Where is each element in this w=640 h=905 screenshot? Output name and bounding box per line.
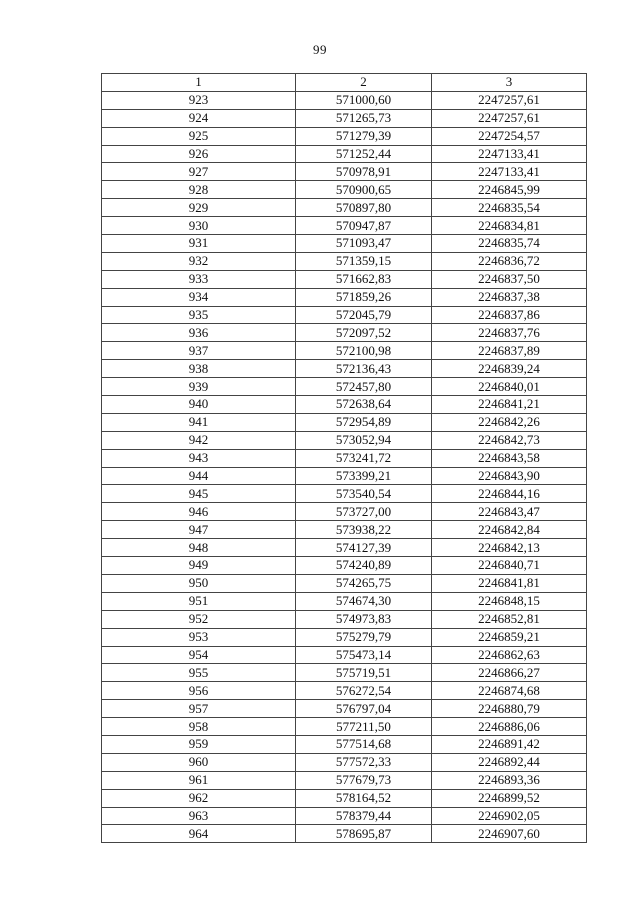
point-number-cell: 937 [102, 342, 296, 360]
point-number-cell: 942 [102, 431, 296, 449]
x-coordinate-cell: 575719,51 [296, 664, 432, 682]
table-row [102, 288, 587, 306]
table-row [102, 610, 587, 628]
x-coordinate-cell: 570947,87 [296, 217, 432, 235]
x-coordinate-cell: 574265,75 [296, 574, 432, 592]
y-coordinate-cell: 2246835,74 [432, 235, 587, 253]
y-coordinate-cell: 2247257,61 [432, 91, 587, 109]
y-coordinate-cell: 2246843,47 [432, 503, 587, 521]
x-coordinate-cell: 575279,79 [296, 628, 432, 646]
point-number-cell: 946 [102, 503, 296, 521]
y-coordinate-cell: 2247133,41 [432, 163, 587, 181]
point-number-cell: 952 [102, 610, 296, 628]
table-row [102, 127, 587, 145]
table-row [102, 574, 587, 592]
column-header-1: 1 [102, 74, 296, 92]
y-coordinate-cell: 2246886,06 [432, 718, 587, 736]
point-number-cell: 949 [102, 557, 296, 575]
y-coordinate-cell: 2246892,44 [432, 753, 587, 771]
table-row [102, 807, 587, 825]
y-coordinate-cell: 2246839,24 [432, 360, 587, 378]
y-coordinate-cell: 2246874,68 [432, 682, 587, 700]
table-row [102, 217, 587, 235]
table-row [102, 378, 587, 396]
y-coordinate-cell: 2246837,89 [432, 342, 587, 360]
point-number-cell: 929 [102, 199, 296, 217]
x-coordinate-cell: 573938,22 [296, 521, 432, 539]
x-coordinate-cell: 571265,73 [296, 109, 432, 127]
x-coordinate-cell: 572638,64 [296, 396, 432, 414]
y-coordinate-cell: 2246845,99 [432, 181, 587, 199]
x-coordinate-cell: 573399,21 [296, 467, 432, 485]
point-number-cell: 961 [102, 771, 296, 789]
x-coordinate-cell: 572457,80 [296, 378, 432, 396]
y-coordinate-cell: 2246836,72 [432, 252, 587, 270]
table-row [102, 413, 587, 431]
x-coordinate-cell: 572100,98 [296, 342, 432, 360]
y-coordinate-cell: 2246866,27 [432, 664, 587, 682]
y-coordinate-cell: 2246880,79 [432, 700, 587, 718]
table-row [102, 324, 587, 342]
x-coordinate-cell: 572097,52 [296, 324, 432, 342]
table-row [102, 521, 587, 539]
point-number-cell: 947 [102, 521, 296, 539]
x-coordinate-cell: 578379,44 [296, 807, 432, 825]
y-coordinate-cell: 2246907,60 [432, 825, 587, 843]
point-number-cell: 954 [102, 646, 296, 664]
y-coordinate-cell: 2246893,36 [432, 771, 587, 789]
x-coordinate-cell: 573540,54 [296, 485, 432, 503]
point-number-cell: 951 [102, 592, 296, 610]
table-row [102, 360, 587, 378]
x-coordinate-cell: 576797,04 [296, 700, 432, 718]
y-coordinate-cell: 2246859,21 [432, 628, 587, 646]
x-coordinate-cell: 573727,00 [296, 503, 432, 521]
table-row [102, 431, 587, 449]
y-coordinate-cell: 2246842,13 [432, 539, 587, 557]
table-row [102, 503, 587, 521]
table-row [102, 485, 587, 503]
table-row [102, 646, 587, 664]
x-coordinate-cell: 571359,15 [296, 252, 432, 270]
y-coordinate-cell: 2247254,57 [432, 127, 587, 145]
point-number-cell: 926 [102, 145, 296, 163]
point-number-cell: 944 [102, 467, 296, 485]
y-coordinate-cell: 2246837,76 [432, 324, 587, 342]
point-number-cell: 940 [102, 396, 296, 414]
y-coordinate-cell: 2246837,86 [432, 306, 587, 324]
table-row [102, 753, 587, 771]
table-row [102, 109, 587, 127]
y-coordinate-cell: 2246862,63 [432, 646, 587, 664]
table-row [102, 539, 587, 557]
y-coordinate-cell: 2247257,61 [432, 109, 587, 127]
point-number-cell: 939 [102, 378, 296, 396]
point-number-cell: 963 [102, 807, 296, 825]
point-number-cell: 931 [102, 235, 296, 253]
table-row [102, 91, 587, 109]
table-row [102, 252, 587, 270]
y-coordinate-cell: 2246891,42 [432, 735, 587, 753]
point-number-cell: 928 [102, 181, 296, 199]
table-body [102, 91, 587, 842]
point-number-cell: 956 [102, 682, 296, 700]
point-number-cell: 953 [102, 628, 296, 646]
y-coordinate-cell: 2246841,81 [432, 574, 587, 592]
point-number-cell: 930 [102, 217, 296, 235]
table-row [102, 270, 587, 288]
x-coordinate-cell: 573241,72 [296, 449, 432, 467]
y-coordinate-cell: 2246841,21 [432, 396, 587, 414]
x-coordinate-cell: 574973,83 [296, 610, 432, 628]
point-number-cell: 955 [102, 664, 296, 682]
y-coordinate-cell: 2246840,01 [432, 378, 587, 396]
coordinates-table [101, 73, 587, 843]
table-row [102, 592, 587, 610]
y-coordinate-cell: 2246837,38 [432, 288, 587, 306]
table-row [102, 771, 587, 789]
table-row [102, 467, 587, 485]
page-number: 99 [313, 42, 327, 57]
point-number-cell: 925 [102, 127, 296, 145]
point-number-cell: 945 [102, 485, 296, 503]
x-coordinate-cell: 574674,30 [296, 592, 432, 610]
point-number-cell: 927 [102, 163, 296, 181]
table-row [102, 306, 587, 324]
column-header-2: 2 [296, 74, 432, 92]
point-number-cell: 950 [102, 574, 296, 592]
x-coordinate-cell: 575473,14 [296, 646, 432, 664]
table-row [102, 735, 587, 753]
table-row [102, 449, 587, 467]
y-coordinate-cell: 2246842,26 [432, 413, 587, 431]
table-row [102, 181, 587, 199]
x-coordinate-cell: 577679,73 [296, 771, 432, 789]
x-coordinate-cell: 578164,52 [296, 789, 432, 807]
table-row [102, 825, 587, 843]
table-row [102, 700, 587, 718]
point-number-cell: 941 [102, 413, 296, 431]
x-coordinate-cell: 571093,47 [296, 235, 432, 253]
x-coordinate-cell: 576272,54 [296, 682, 432, 700]
point-number-cell: 943 [102, 449, 296, 467]
table-row [102, 664, 587, 682]
y-coordinate-cell: 2246835,54 [432, 199, 587, 217]
x-coordinate-cell: 574127,39 [296, 539, 432, 557]
point-number-cell: 923 [102, 91, 296, 109]
point-number-cell: 932 [102, 252, 296, 270]
x-coordinate-cell: 577211,50 [296, 718, 432, 736]
x-coordinate-cell: 574240,89 [296, 557, 432, 575]
y-coordinate-cell: 2246899,52 [432, 789, 587, 807]
y-coordinate-cell: 2246843,90 [432, 467, 587, 485]
x-coordinate-cell: 570978,91 [296, 163, 432, 181]
point-number-cell: 924 [102, 109, 296, 127]
point-number-cell: 936 [102, 324, 296, 342]
y-coordinate-cell: 2246834,81 [432, 217, 587, 235]
y-coordinate-cell: 2246843,58 [432, 449, 587, 467]
x-coordinate-cell: 572136,43 [296, 360, 432, 378]
y-coordinate-cell: 2246844,16 [432, 485, 587, 503]
y-coordinate-cell: 2246852,81 [432, 610, 587, 628]
x-coordinate-cell: 571000,60 [296, 91, 432, 109]
x-coordinate-cell: 572954,89 [296, 413, 432, 431]
y-coordinate-cell: 2247133,41 [432, 145, 587, 163]
table-row [102, 396, 587, 414]
point-number-cell: 933 [102, 270, 296, 288]
table-row [102, 235, 587, 253]
table-row [102, 557, 587, 575]
table-header-row [102, 74, 587, 92]
x-coordinate-cell: 570897,80 [296, 199, 432, 217]
point-number-cell: 964 [102, 825, 296, 843]
point-number-cell: 957 [102, 700, 296, 718]
table-row [102, 199, 587, 217]
y-coordinate-cell: 2246837,50 [432, 270, 587, 288]
x-coordinate-cell: 571859,26 [296, 288, 432, 306]
point-number-cell: 958 [102, 718, 296, 736]
x-coordinate-cell: 578695,87 [296, 825, 432, 843]
table-row [102, 163, 587, 181]
point-number-cell: 948 [102, 539, 296, 557]
point-number-cell: 934 [102, 288, 296, 306]
table-row [102, 682, 587, 700]
x-coordinate-cell: 577514,68 [296, 735, 432, 753]
x-coordinate-cell: 571252,44 [296, 145, 432, 163]
table-row [102, 145, 587, 163]
x-coordinate-cell: 573052,94 [296, 431, 432, 449]
x-coordinate-cell: 570900,65 [296, 181, 432, 199]
column-header-3: 3 [432, 74, 587, 92]
x-coordinate-cell: 571662,83 [296, 270, 432, 288]
table-row [102, 718, 587, 736]
y-coordinate-cell: 2246848,15 [432, 592, 587, 610]
x-coordinate-cell: 577572,33 [296, 753, 432, 771]
table-row [102, 342, 587, 360]
y-coordinate-cell: 2246842,84 [432, 521, 587, 539]
point-number-cell: 962 [102, 789, 296, 807]
y-coordinate-cell: 2246840,71 [432, 557, 587, 575]
point-number-cell: 960 [102, 753, 296, 771]
x-coordinate-cell: 572045,79 [296, 306, 432, 324]
point-number-cell: 938 [102, 360, 296, 378]
y-coordinate-cell: 2246902,05 [432, 807, 587, 825]
x-coordinate-cell: 571279,39 [296, 127, 432, 145]
point-number-cell: 935 [102, 306, 296, 324]
table-row [102, 789, 587, 807]
table-row [102, 628, 587, 646]
y-coordinate-cell: 2246842,73 [432, 431, 587, 449]
point-number-cell: 959 [102, 735, 296, 753]
